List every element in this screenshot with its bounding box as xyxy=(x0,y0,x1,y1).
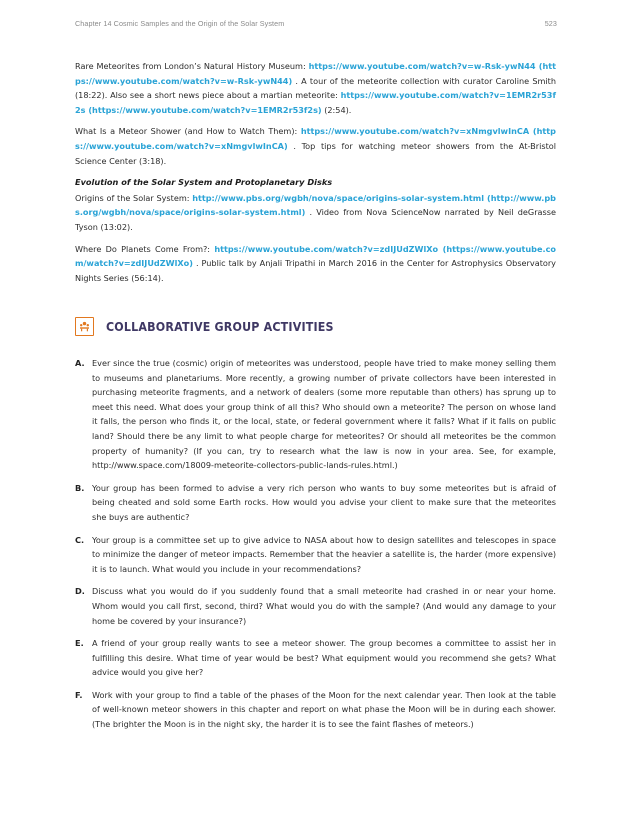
resource-link[interactable]: https://www.youtube.com/watch?v=w-Rsk-ywN44 (https://www.youtube.com/watch?v=w-Rsk-ywN44) xyxy=(75,61,556,86)
resource-link[interactable]: https://www.youtube.com/watch?v=1EMR2r53f2s (https://www.youtube.com/watch?v=1EMR2r53f2s) xyxy=(75,90,556,115)
activity-text: Your group is a committee set up to give advice to NASA about how to design satellites and telescopes in space to minimize the danger of meteor impacts. Remember that the heavier a satellite is, the harder (more expensive) it is to launch. What would you include in your recommendations? xyxy=(92,534,556,574)
activity-item xyxy=(75,636,556,680)
activity-item xyxy=(75,688,556,732)
resource-text: . Public talk by Anjali Tripathi in March 2016 in the Center for Astrophysics Observatory Nights Series (56:14). xyxy=(75,258,556,283)
resource-text: . Top tips for watching meteor showers from the At-Bristol Science Center (3:18). xyxy=(75,140,556,166)
resource-paragraph xyxy=(75,59,556,117)
activity-item xyxy=(75,481,556,525)
chapter-title: Chapter 14 Cosmic Samples and the Origin of the Solar System xyxy=(75,19,285,28)
activity-letter: A. xyxy=(75,358,85,368)
resource-link[interactable]: https://www.youtube.com/watch?v=xNmgvlwInCA (https://www.youtube.com/watch?v=xNmgvlwInCA) xyxy=(75,126,556,151)
resource-link[interactable]: https://www.youtube.com/watch?v=zdIJUdZWlXo (https://www.youtube.com/watch?v=zdIJUdZWlXo) xyxy=(75,243,556,269)
activity-item xyxy=(75,584,556,628)
activity-text: Work with your group to find a table of the phases of the Moon for the next calendar year. Then look at the table of well-known meteor showers in this chapter and report on what phase the Moon will be in during each shower. (The brighter the Moon is in the night sky, the harder it is to see the faint flashes of meteors.) xyxy=(92,689,556,730)
resource-paragraph xyxy=(75,124,556,168)
activity-item xyxy=(75,356,556,473)
section-header xyxy=(75,317,556,336)
activity-text: Your group has been formed to advise a very rich person who wants to buy some meteorites but is afraid of being cheated and sold some Earth rocks. How would you advise your client to make sure that the meteorites she buys are authentic? xyxy=(92,482,556,522)
resource-paragraph xyxy=(75,191,556,235)
resource-text: What Is a Meteor Shower (and How to Watch Them): xyxy=(75,126,301,137)
resource-text: Origins of the Solar System: xyxy=(75,192,193,203)
resource-text: . Video from Nova ScienceNow narrated by Neil deGrasse Tyson (13:02). xyxy=(75,207,556,232)
resource-text: (2:54). xyxy=(321,104,352,115)
resources-list xyxy=(75,59,556,292)
activity-text: A friend of your group really wants to see a meteor shower. The group becomes a committee to assist her in fulfilling this desire. What time of year would be best? What equipment would you recommend she gets? What advice would you give her? xyxy=(92,638,556,678)
activity-text: Discuss what you would do if you suddenly found that a small meteorite had crashed in or near your home. Whom would you call first, second, third? What would you do with the sample? (And would any damage to your home be covered by your insurance?) xyxy=(92,586,556,626)
activity-list xyxy=(75,356,556,740)
resource-paragraph xyxy=(75,242,556,286)
running-head xyxy=(75,19,557,28)
activity-letter: C. xyxy=(75,534,85,545)
group-activity-icon-glyph xyxy=(79,321,90,332)
activity-letter: B. xyxy=(75,482,85,493)
activity-letter: E. xyxy=(75,638,84,649)
resource-link[interactable]: http://www.pbs.org/wgbh/nova/space/origins-solar-system.html (http://www.pbs.org/wgbh/nova/space/origins-solar-system.html) xyxy=(75,192,556,218)
page-number: 523 xyxy=(544,19,557,28)
activity-item xyxy=(75,533,556,577)
resource-text: Rare Meteorites from London’s Natural History Museum: xyxy=(75,61,309,71)
section-title: COLLABORATIVE GROUP ACTIVITIES xyxy=(106,319,334,334)
activity-text: Ever since the true (cosmic) origin of meteorites was understood, people have tried to make money selling them to museums and planetariums. More recently, a growing number of private collectors have been interested in purchasing meteorite fragments, and a network of dealers (some more reputable than others) has sprung up to meet this need. What does your group think of all this? Who should own a meteorite? The person on whose land it falls, the person who finds it, or the local, state, or federal government where it falls? What if it falls on public land? Should there be any limit to what people charge for meteorites? Or should all meteorites be the common property of humanity? (If you can, try to research what the law is now in your area. See, for example, http://www.space.com/18009-meteorite-collectors-public-lands-rules.html.) xyxy=(92,358,556,471)
activity-letter: F. xyxy=(75,689,83,700)
resource-text: . A tour of the meteorite collection with curator Caroline Smith (18:22). Also see a short news piece about a martian meteorite: xyxy=(75,75,556,101)
resource-subheading: Evolution of the Solar System and Protoplanetary Disks xyxy=(75,177,333,188)
resource-text: Where Do Planets Come From?: xyxy=(75,243,215,254)
group-activity-icon xyxy=(75,317,94,336)
activity-letter: D. xyxy=(75,586,85,597)
